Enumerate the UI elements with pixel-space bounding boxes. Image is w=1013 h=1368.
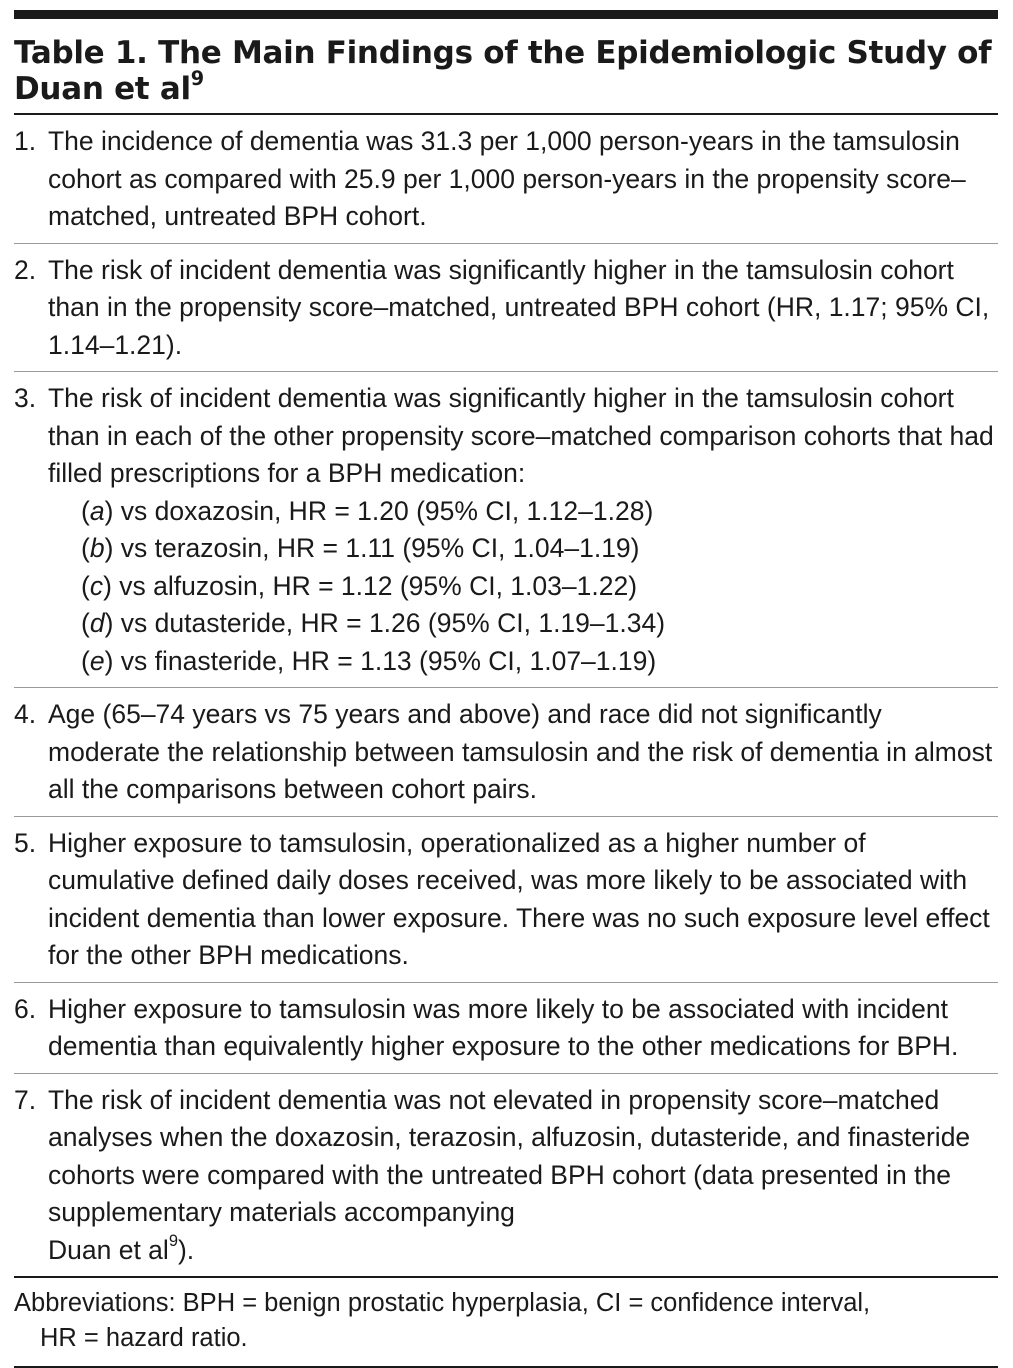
finding-citation-close: ). xyxy=(177,1234,195,1265)
finding-row-4 xyxy=(14,688,998,817)
finding-text: Age (65–74 years vs 75 years and above) and race did not significantly moderate the relationship between tamsulosin and the risk of dementia in almost all the comparisons between cohort pairs. xyxy=(48,699,993,804)
comparison-item: (d) vs dutasteride, HR = 1.26 (95% CI, 1.19–1.34) xyxy=(81,608,666,638)
finding-row-5 xyxy=(14,817,998,983)
table-title-line2 xyxy=(14,66,998,107)
comparison-text: vs doxazosin, HR = 1.20 (95% CI, 1.12–1.28) xyxy=(120,495,654,526)
finding-number: 3. xyxy=(14,383,37,413)
abbreviations-footnote xyxy=(14,1278,998,1366)
finding-row-3 xyxy=(14,372,998,688)
finding-number: 7. xyxy=(14,1084,37,1115)
comparison-text: vs terazosin, HR = 1.11 (95% CI, 1.04–1.19) xyxy=(120,533,640,563)
comparison-item: (e) vs finasteride, HR = 1.13 (95% CI, 1.07–1.19) xyxy=(81,645,657,676)
comparison-letter: b xyxy=(89,533,105,563)
comparison-letter: c xyxy=(89,570,104,601)
finding-number: 6. xyxy=(14,993,37,1024)
finding-content xyxy=(48,1082,998,1270)
finding-content xyxy=(48,380,998,680)
comparison-letter: a xyxy=(89,495,105,526)
table-title xyxy=(14,19,998,113)
abbreviations-line-2: HR = hazard ratio. xyxy=(40,1324,248,1352)
finding-row-6 xyxy=(14,983,998,1074)
findings-table xyxy=(14,10,998,1368)
comparison-letter: d xyxy=(89,608,105,638)
finding-number: 5. xyxy=(14,827,37,858)
comparison-item: (b) vs terazosin, HR = 1.11 (95% CI, 1.04–1.19) xyxy=(81,533,640,563)
finding-citation-author: Duan et al xyxy=(48,1234,169,1265)
finding-row-1 xyxy=(14,115,998,244)
finding-citation-reference: 9 xyxy=(168,1232,178,1251)
finding-number: 1. xyxy=(14,126,37,156)
comparison-item: (c) vs alfuzosin, HR = 1.12 (95% CI, 1.03–1.22) xyxy=(81,570,638,601)
comparison-letter: e xyxy=(89,645,105,676)
top-rule xyxy=(14,10,998,19)
finding-text: The incidence of dementia was 31.3 per 1,000 person-years in the tamsulosin cohort as compared with 25.9 per 1,000 person-years in the propensity score–matched, untreated BPH cohort. xyxy=(48,126,966,231)
comparison-text: vs finasteride, HR = 1.13 (95% CI, 1.07–1.19) xyxy=(120,645,657,676)
abbreviations-line-1: Abbreviations: BPH = benign prostatic hyperplasia, CI = confidence interval, xyxy=(14,1289,871,1317)
finding-text: The risk of incident dementia was significantly higher in the tamsulosin cohort than in the propensity score–matched, untreated BPH cohort (HR, 1.17; 95% CI, 1.14–1.21). xyxy=(48,254,990,360)
finding-text: The risk of incident dementia was significantly higher in the tamsulosin cohort than in each of the other propensity score–matched comparison cohorts that had filled prescriptions for a BPH medication: xyxy=(48,383,994,488)
table-title-reference: 9 xyxy=(190,66,204,90)
finding-text: The risk of incident dementia was not elevated in propensity score–matched analyses when the doxazosin, terazosin, alfuzosin, dutasteride, and finasteride cohorts were compared with the untreated BPH cohort (data presented in the supplementary materials accompanying xyxy=(48,1084,971,1227)
finding-number: 2. xyxy=(14,254,37,285)
table-title-author: Duan et al xyxy=(14,71,191,107)
finding-text: Higher exposure to tamsulosin was more likely to be associated with incident dementia than equivalently higher exposure to the other medications for BPH. xyxy=(48,993,959,1061)
comparison-text: vs dutasteride, HR = 1.26 (95% CI, 1.19–1.34) xyxy=(120,608,666,638)
comparison-item: (a) vs doxazosin, HR = 1.20 (95% CI, 1.12–1.28) xyxy=(81,495,654,526)
finding-text: Higher exposure to tamsulosin, operationalized as a higher number of cumulative defined daily doses received, was more likely to be associated with incident dementia than lower exposure. There was no such exposure level effect for the other BPH medications. xyxy=(48,827,990,970)
table-title-line1: Table 1. The Main Findings of the Epidemiologic Study of xyxy=(14,35,992,71)
comparison-text: vs alfuzosin, HR = 1.12 (95% CI, 1.03–1.22) xyxy=(119,570,638,601)
finding-row-2 xyxy=(14,244,998,373)
comparison-list xyxy=(48,493,998,681)
finding-number: 4. xyxy=(14,699,37,729)
finding-row-7 xyxy=(14,1074,998,1277)
